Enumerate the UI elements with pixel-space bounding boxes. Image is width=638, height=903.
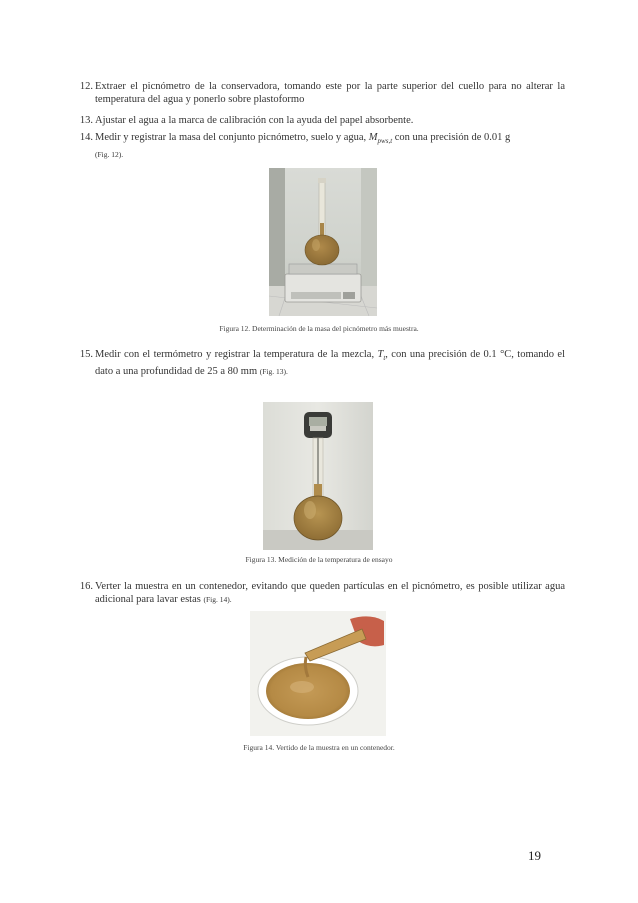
step-text: con una precisión de 0.01 g: [392, 132, 511, 143]
step-text: Verter la muestra en un contenedor, evitando que queden partículas en el picnómetro, es posible utilizar agua adicional para lavar estas: [95, 581, 565, 605]
figure-12-caption: Figura 12. Determinación de la masa del picnómetro más muestra.: [219, 324, 419, 333]
step-number: 14.: [79, 132, 93, 143]
figure-13-caption: Figura 13. Medición de la temperatura de ensayo: [245, 555, 393, 564]
step-number: 13.: [79, 115, 93, 126]
page-number: 19: [528, 848, 541, 863]
figure-12-photo: [269, 168, 377, 316]
step-number: 16.: [79, 581, 93, 592]
step-14: [79, 131, 565, 161]
step-text: , con una precisión de 0.1 °C, tomando el dato a una profundidad de 25 a 80 mm: [95, 349, 566, 378]
variable-mass: $M_{pws,t}$: [368, 132, 393, 146]
step-number: 15.: [79, 349, 93, 360]
step-text: Ajustar el agua a la marca de calibración con la ayuda del papel absorbente.: [95, 115, 414, 126]
step-16: [79, 580, 565, 606]
step-text: Medir y registrar la masa del conjunto picnómetro, suelo y agua,: [95, 132, 369, 143]
figure-ref: (Fig. 12).: [95, 150, 124, 160]
figure-ref: (Fig. 13).: [259, 367, 288, 377]
step-13: [79, 114, 565, 127]
step-12: [79, 80, 565, 106]
step-text: Medir con el termómetro y registrar la temperatura de la mezcla,: [95, 349, 378, 360]
figure-ref: (Fig. 14).: [203, 595, 232, 604]
figure-14-photo: [250, 611, 386, 736]
step-number: 12.: [79, 81, 93, 92]
step-15: [79, 348, 566, 378]
figure-14-caption: Figura 14. Vertido de la muestra en un contenedor.: [243, 743, 395, 752]
figure-13-photo: [263, 402, 373, 550]
step-text: Extraer el picnómetro de la conservadora, tomando este por la parte superior del cuello para no alterar la temperatura del agua y ponerlo sobre plastoformo: [95, 81, 565, 105]
variable-temperature: $T_t$: [377, 349, 386, 363]
